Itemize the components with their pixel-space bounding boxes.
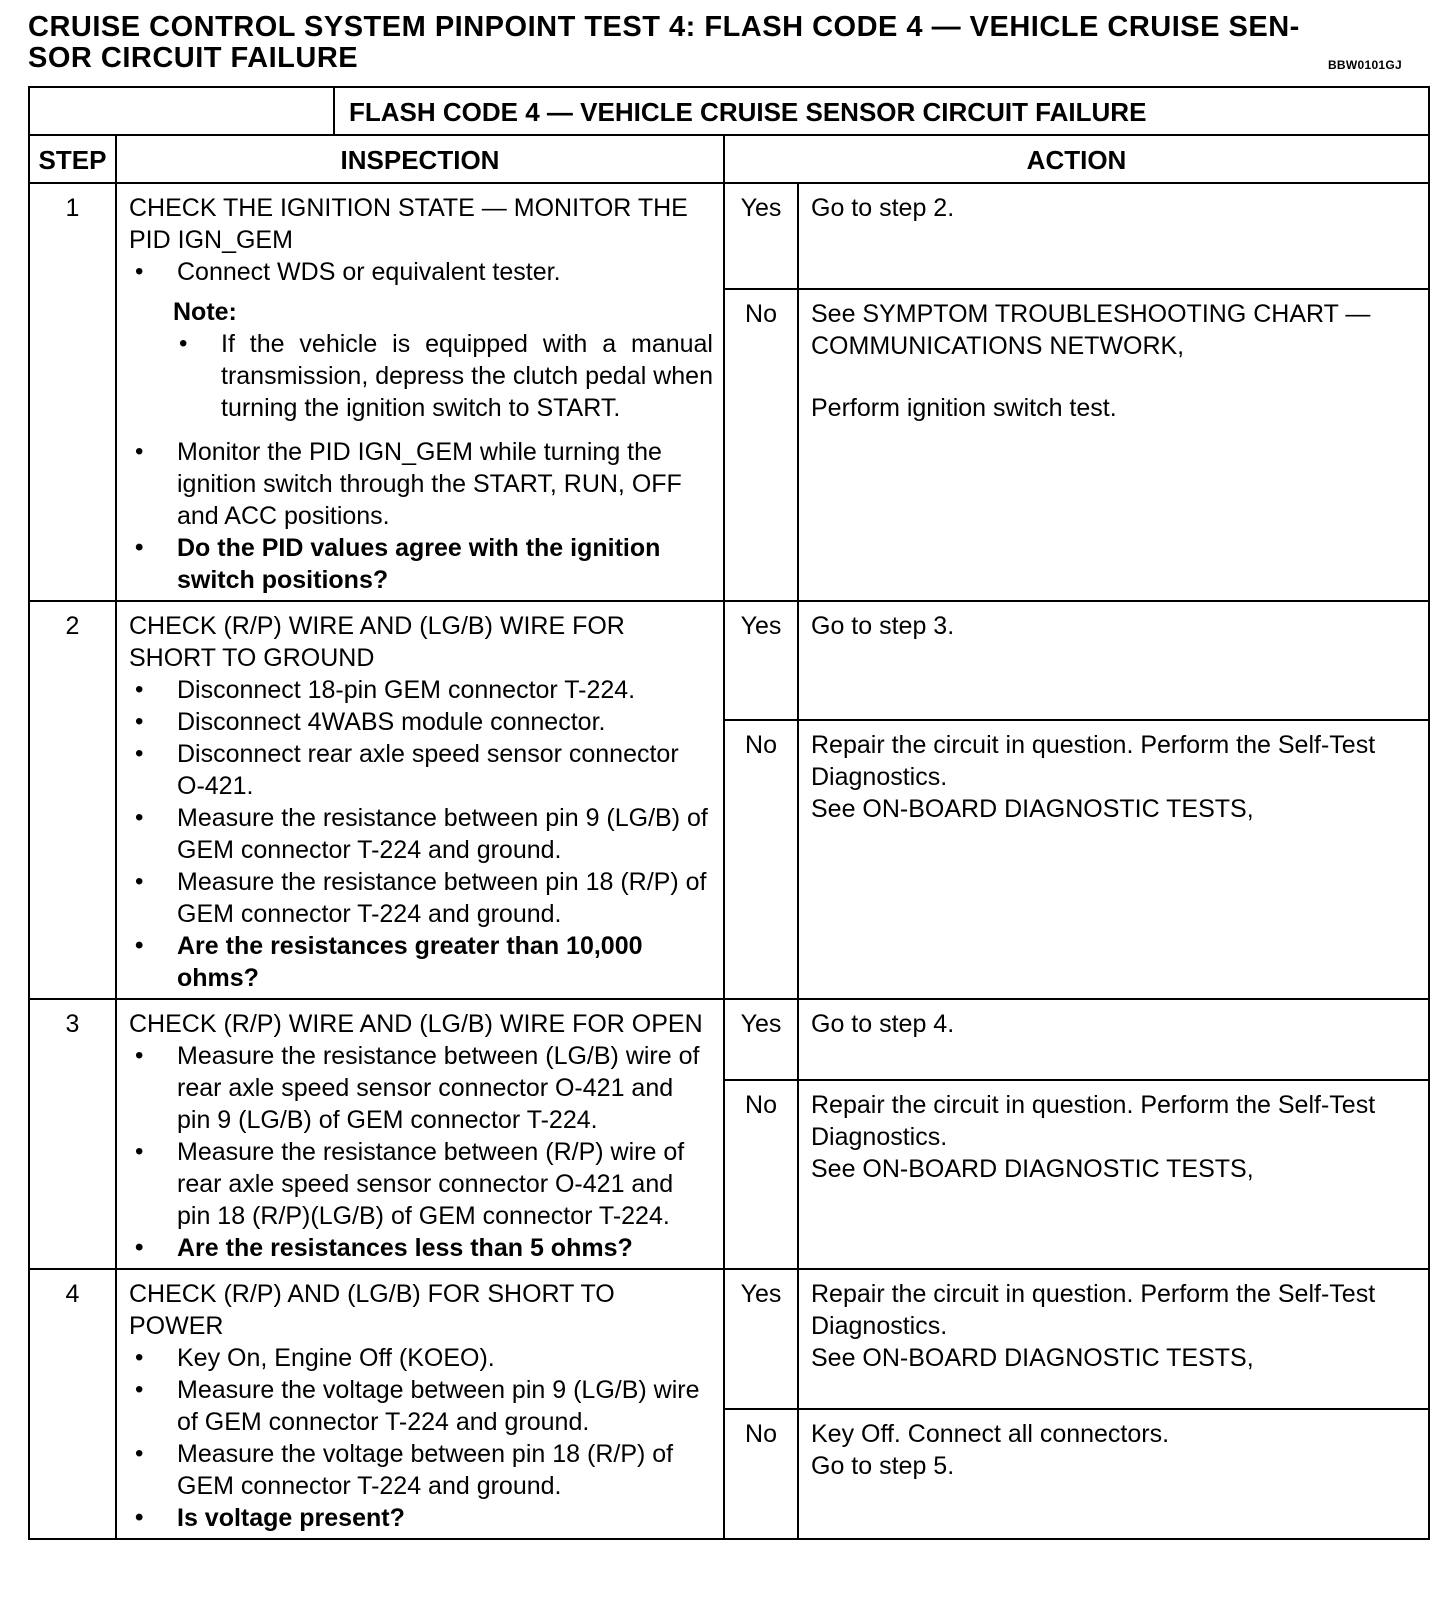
yes-action-2: See ON-BOARD DIAGNOSTIC TESTS, [811,1344,1254,1372]
step-number: 2 [29,601,116,999]
no-action-cell [798,289,1429,601]
question-item: • Is voltage present? [129,1502,713,1534]
document-id: BBW0101GJ [1327,58,1402,72]
list-item: • Disconnect 4WABS module connector. [129,706,713,738]
no-action: Repair the circuit in question. Perform the Self-Test Diagnostics. [811,1091,1376,1151]
list-item: • Monitor the PID IGN_GEM while turning the ignition switch through the START, RUN, OFF and ACC positions. [129,436,713,532]
banner-title: FLASH CODE 4 — VEHICLE CRUISE SENSOR CIRCUIT FAILURE [334,87,1429,135]
list-item: • Measure the resistance between (R/P) wire of rear axle speed sensor connector O-421 and pin 18 (R/P)(LG/B) of GEM connector T-224. [129,1136,713,1232]
no-action-2: See ON-BOARD DIAGNOSTIC TESTS, [811,795,1254,824]
banner-row [29,87,1429,135]
list-item: • Measure the resistance between pin 18 (R/P) of GEM connector T-224 and ground. [129,866,713,930]
no-action-cell [798,720,1429,999]
no-action-2: Perform ignition switch test. [811,393,1117,422]
banner-blank-cell [29,87,334,135]
list-item: • Key On, Engine Off (KOEO). [129,1342,713,1374]
yes-action-cell [798,1269,1429,1409]
header-action: ACTION [724,135,1429,183]
note-label: Note: [173,298,237,326]
bullet-list [129,1342,713,1534]
yes-label: Yes [724,999,798,1080]
no-action-2: Go to step 5. [811,1452,955,1480]
note-block [129,296,713,424]
question-item: • Do the PID values agree with the ignition switch positions? [129,532,713,596]
bullet-list [129,674,713,994]
yes-action: Go to step 2. [798,183,1429,289]
no-label: No [724,1409,798,1539]
no-action: Key Off. Connect all connectors. [811,1420,1170,1448]
table-row [29,601,1429,720]
list-item: • Measure the voltage between pin 9 (LG/B) wire of GEM connector T-224 and ground. [129,1374,713,1438]
yes-action: Go to step 3. [798,601,1429,720]
no-label: No [724,1080,798,1269]
list-item: • Disconnect 18-pin GEM connector T-224. [129,674,713,706]
header-inspection: INSPECTION [116,135,724,183]
list-item: • Measure the resistance between (LG/B) wire of rear axle speed sensor connector O-421 and pin 9 (LG/B) of GEM connector T-224. [129,1040,713,1136]
yes-label: Yes [724,1269,798,1409]
yes-action: Repair the circuit in question. Perform the Self-Test Diagnostics. [811,1280,1376,1340]
page-title-line-1: CRUISE CONTROL SYSTEM PINPOINT TEST 4: FLASH CODE 4 — VEHICLE CRUISE SEN- [28,11,1300,43]
inspection-title: CHECK (R/P) AND (LG/B) FOR SHORT TO POWER [129,1280,615,1340]
inspection-title: CHECK (R/P) WIRE AND (LG/B) WIRE FOR OPEN [129,1010,703,1038]
no-label: No [724,720,798,999]
table-row [29,1269,1429,1409]
page-title-line-2: SOR CIRCUIT FAILURE [28,42,359,74]
step-number: 1 [29,183,116,601]
yes-action: Go to step 4. [798,999,1429,1080]
list-item: • If the vehicle is equipped with a manual transmission, depress the clutch pedal when turning the ignition switch to START. [173,328,713,424]
pinpoint-test-table [28,86,1430,1540]
inspection-title: CHECK THE IGNITION STATE — MONITOR THE PID IGN_GEM [129,194,688,254]
question-item: • Are the resistances greater than 10,000 ohms? [129,930,713,994]
inspection-cell [116,999,724,1269]
bullet-list [129,1040,713,1264]
list-item: • Measure the voltage between pin 18 (R/P) of GEM connector T-224 and ground. [129,1438,713,1502]
step-number: 4 [29,1269,116,1539]
list-item: • Disconnect rear axle speed sensor connector O-421. [129,738,713,802]
no-action: Repair the circuit in question. Perform the Self-Test Diagnostics. [811,731,1376,792]
no-label: No [724,289,798,601]
list-item: • Measure the resistance between pin 9 (LG/B) of GEM connector T-224 and ground. [129,802,713,866]
question-item: • Are the resistances less than 5 ohms? [129,1232,713,1264]
inspection-cell [116,601,724,999]
yes-label: Yes [724,183,798,289]
step-number: 3 [29,999,116,1269]
inspection-cell [116,1269,724,1539]
no-action-cell [798,1080,1429,1269]
inspection-title: CHECK (R/P) WIRE AND (LG/B) WIRE FOR SHORT TO GROUND [129,612,625,672]
table-row [29,999,1429,1080]
page-title [28,12,1418,74]
list-item: • Connect WDS or equivalent tester. [129,256,713,288]
column-header-row [29,135,1429,183]
table-row [29,183,1429,289]
no-action: See SYMPTOM TROUBLESHOOTING CHART — COMMUNICATIONS NETWORK, [811,299,1371,360]
no-action-2: See ON-BOARD DIAGNOSTIC TESTS, [811,1155,1254,1183]
bullet-list [129,256,713,288]
yes-label: Yes [724,601,798,720]
bullet-list [129,436,713,596]
no-action-cell [798,1409,1429,1539]
note-list [173,328,713,424]
inspection-cell [116,183,724,601]
header-step: STEP [29,135,116,183]
